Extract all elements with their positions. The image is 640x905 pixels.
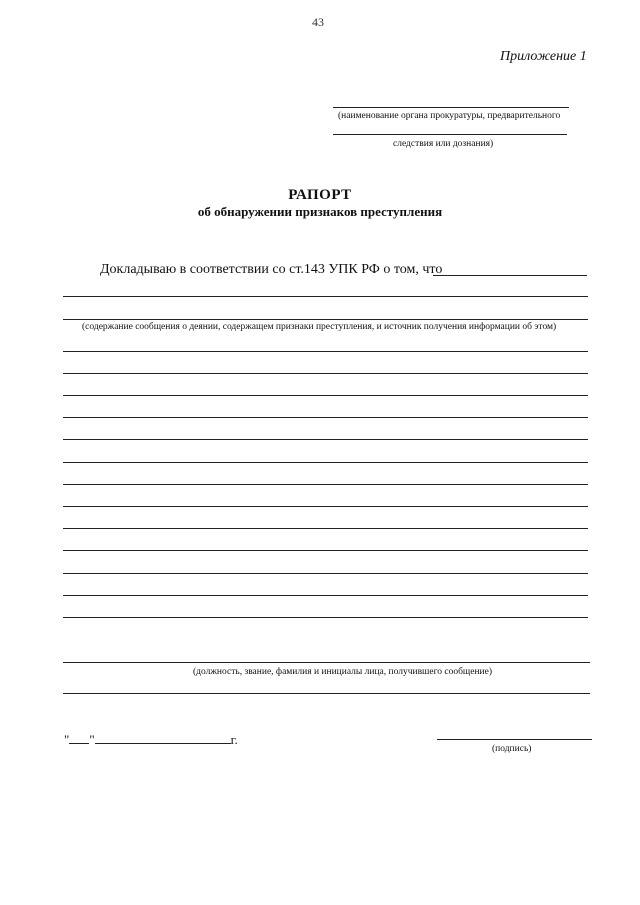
authority-line-1[interactable] [333,107,569,108]
intro-fill-line[interactable] [433,275,587,276]
date-quote-open: " [64,732,70,747]
date-day-blank[interactable] [69,733,89,744]
content-line[interactable] [63,550,588,551]
date-month-year-blank[interactable] [95,733,231,744]
document-title: РАПОРТ [288,187,352,203]
content-line[interactable] [63,319,588,320]
date-field [64,732,238,748]
content-line[interactable] [63,617,588,618]
content-line[interactable] [63,595,588,596]
content-line[interactable] [63,417,588,418]
content-line[interactable] [63,351,588,352]
appendix-label: Приложение 1 [500,49,587,64]
page-number: 43 [312,15,324,29]
signature-line[interactable] [437,739,592,740]
content-line[interactable] [63,296,588,297]
authority-line-2[interactable] [333,134,567,135]
position-line-2[interactable] [63,693,590,694]
position-caption: (должность, звание, фамилия и инициалы лица, получившего сообщение) [193,667,492,677]
content-line[interactable] [63,395,588,396]
date-quote-close: " [89,732,95,747]
date-year-suffix: г. [230,732,238,747]
content-line[interactable] [63,462,588,463]
content-line[interactable] [63,573,588,574]
authority-caption-2: следствия или дознания) [393,139,494,149]
content-line[interactable] [63,484,588,485]
report-intro-text: Докладываю в соответствии со ст.143 УПК РФ о том, что [100,262,443,277]
signature-caption: (подпись) [492,744,532,754]
content-line[interactable] [63,373,588,374]
content-line[interactable] [63,506,588,507]
document-subtitle: об обнаружении признаков преступления [197,204,443,219]
content-caption: (содержание сообщения о деянии, содержащем признаки преступления, и источник получения информации об этом) [82,322,557,332]
content-line[interactable] [63,439,588,440]
content-line[interactable] [63,528,588,529]
position-line[interactable] [63,662,590,663]
authority-caption-1: (наименование органа прокуратуры, предварительного [338,111,561,121]
